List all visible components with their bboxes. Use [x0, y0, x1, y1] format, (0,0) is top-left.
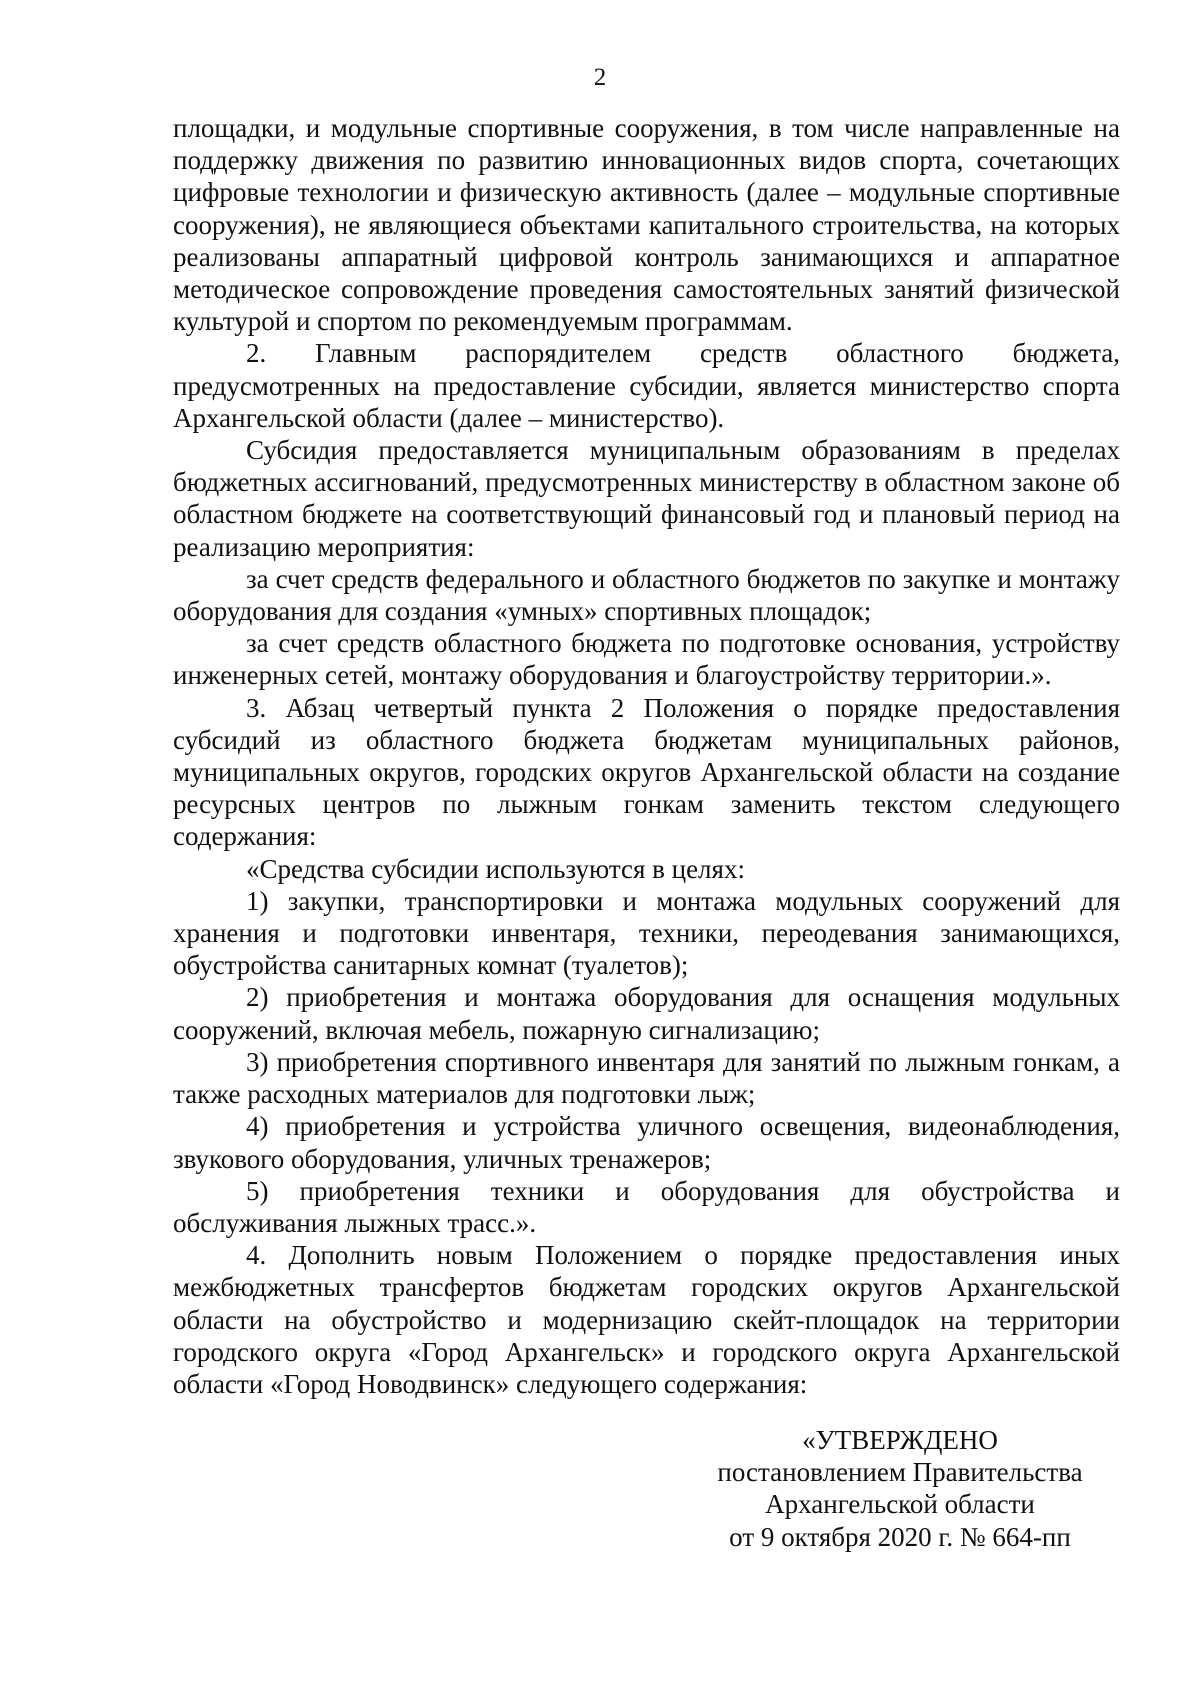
approval-resolution: постановлением Правительства — [717, 1457, 1083, 1488]
page-number: 2 — [593, 64, 607, 91]
document-body — [173, 112, 1120, 1400]
approval-date-number: от 9 октября 2020 г. № 664-пп — [729, 1521, 1071, 1552]
list-item-2: 2) приобретения и монтажа оборудования для оснащения модульных сооружений, включая мебель, пожарную сигнализацию; — [173, 982, 1120, 1045]
paragraph-continuation: площадки, и модульные спортивные сооружения, в том числе направленные на поддержку движения по развитию инновационных видов спорта, сочетающих цифровые технологии и физическую активность (далее – модульные спортивные сооружения), не являющиеся объектами капитального строительства, на которых реализованы аппаратный цифровой контроль занимающихся и аппаратное методическое сопровождение проведения самостоятельных занятий физической культурой и спортом по рекомендуемым программам. — [173, 113, 1120, 337]
paragraph-purposes-intro: «Средства субсидии используются в целях: — [246, 853, 745, 884]
approval-heading: «УТВЕРЖДЕНО — [802, 1425, 998, 1455]
paragraph-item-3: 3. Абзац четвертый пункта 2 Положения о порядке предоставления субсидий из областного бюджета бюджетам муниципальных районов, муниципальных округов, городских округов Архангельской области на создание ресурсных центров по лыжным гонкам заменить текстом следующего содержания: — [173, 692, 1120, 852]
list-item-4: 4) приобретения и устройства уличного освещения, видеонаблюдения, звукового оборудования, уличных тренажеров; — [173, 1111, 1120, 1174]
paragraph-item-2: 2. Главным распорядителем средств областного бюджета, предусмотренных на предоставление субсидии, является министерство спорта Архангельской области (далее – министерство). — [173, 338, 1120, 433]
approval-block — [690, 1424, 1110, 1553]
list-item-3: 3) приобретения спортивного инвентаря для занятий по лыжным гонкам, а также расходных материалов для подготовки лыж; — [173, 1046, 1120, 1110]
list-item-1: 1) закупки, транспортировки и монтажа модульных сооружений для хранения и подготовки инвентаря, техники, переодевания занимающихся, обустройства санитарных комнат (туалетов); — [173, 885, 1120, 981]
paragraph-federal-funds: за счет средств федерального и областного бюджетов по закупке и монтажу оборудования для создания «умных» спортивных площадок; — [173, 563, 1120, 627]
paragraph-regional-funds: за счет средств областного бюджета по подготовке основания, устройству инженерных сетей, монтажу оборудования и благоустройству территории.». — [173, 628, 1120, 691]
list-item-5: 5) приобретения техники и оборудования для обустройства и обслуживания лыжных трасс.». — [173, 1175, 1120, 1238]
paragraph-subsidy: Субсидия предоставляется муниципальным образованиям в пределах бюджетных ассигнований, предусмотренных министерству в областном законе об областном бюджете на соответствующий финансовый год и плановый период на реализацию мероприятия: — [173, 435, 1120, 562]
approval-region: Архангельской области — [765, 1489, 1035, 1520]
paragraph-item-4: 4. Дополнить новым Положением о порядке предоставления иных межбюджетных трансфертов бюджетам городских округов Архангельской области на обустройство и модернизацию скейт-площадок на территории городского округа «Город Архангельск» и городского округа Архангельской области «Город Новодвинск» следующего содержания: — [173, 1240, 1120, 1399]
